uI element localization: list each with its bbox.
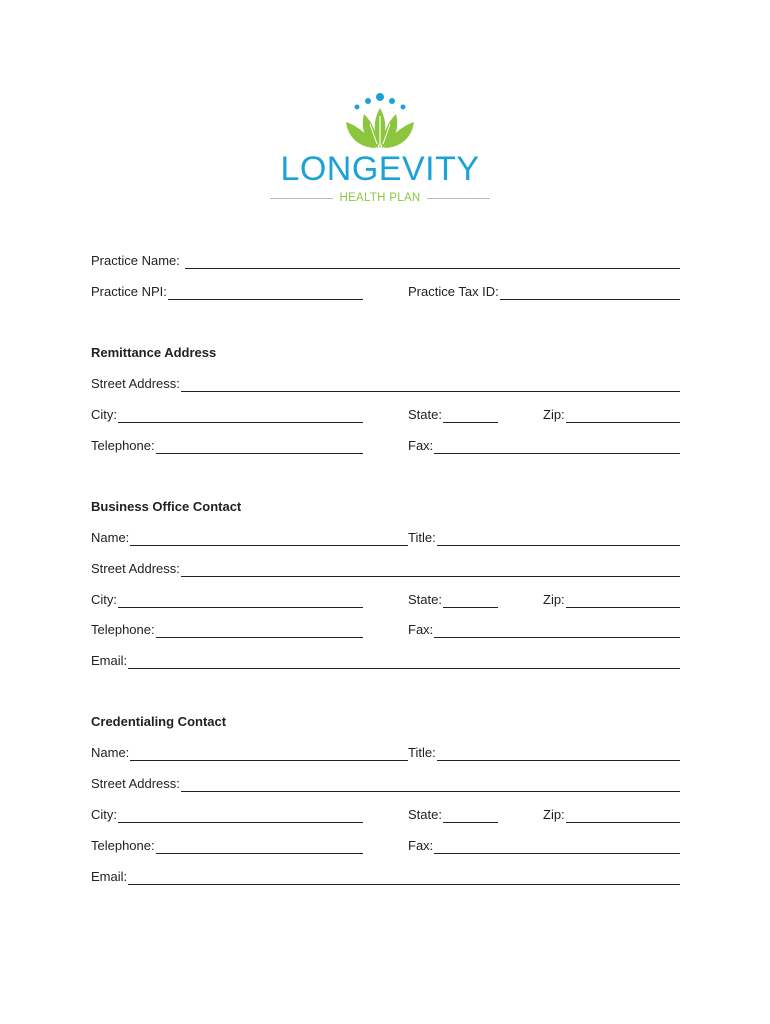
business-name-row [91, 530, 408, 546]
practice-npi-field[interactable] [168, 285, 363, 300]
remittance-city-field[interactable] [118, 408, 363, 423]
credentialing-zip-field[interactable] [566, 808, 680, 823]
remittance-street-label: Street Address: [91, 376, 180, 391]
credentialing-title-label: Title: [408, 745, 436, 760]
business-fax-row [408, 622, 680, 638]
credentialing-fax-label: Fax: [408, 838, 434, 853]
remittance-telephone-row [91, 438, 363, 454]
practice-npi-row [91, 284, 363, 300]
remittance-zip-row [543, 407, 680, 423]
business-telephone-row [91, 622, 363, 638]
credentialing-street-label: Street Address: [91, 776, 180, 791]
business-state-field[interactable] [443, 593, 498, 608]
logo-wordmark: LONGEVITY [280, 150, 480, 188]
practice-tax-id-row [408, 284, 680, 300]
business-fax-field[interactable] [434, 623, 680, 638]
credentialing-title-field[interactable] [437, 746, 680, 761]
business-title-field[interactable] [437, 531, 680, 546]
business-city-field[interactable] [118, 593, 363, 608]
remittance-state-label: State: [408, 407, 442, 422]
logo-subtitle-text: HEALTH PLAN [339, 192, 421, 204]
practice-tax-id-label: Practice Tax ID: [408, 284, 499, 299]
business-title-row [408, 530, 680, 546]
remittance-heading: Remittance Address [91, 345, 217, 360]
remittance-city-label: City: [91, 407, 117, 422]
credentialing-fax-field[interactable] [434, 839, 680, 854]
credentialing-zip-row [543, 807, 680, 823]
practice-name-field[interactable] [185, 254, 680, 269]
logo-subtitle [270, 190, 490, 206]
credentialing-email-row [91, 869, 680, 885]
remittance-street-field[interactable] [181, 377, 680, 392]
business-zip-label: Zip: [543, 592, 565, 607]
business-zip-row [543, 592, 680, 608]
business-city-row [91, 592, 363, 608]
business-email-label: Email: [91, 653, 128, 668]
practice-npi-label: Practice NPI: [91, 284, 167, 299]
credentialing-state-row [408, 807, 498, 823]
practice-name-row [91, 253, 680, 269]
credentialing-fax-row [408, 838, 680, 854]
credentialing-street-field[interactable] [181, 777, 680, 792]
credentialing-state-field[interactable] [443, 808, 498, 823]
business-street-field[interactable] [181, 562, 680, 577]
credentialing-telephone-field[interactable] [156, 839, 363, 854]
business-zip-field[interactable] [566, 593, 680, 608]
remittance-state-field[interactable] [443, 408, 498, 423]
remittance-city-row [91, 407, 363, 423]
credentialing-telephone-row [91, 838, 363, 854]
business-state-label: State: [408, 592, 442, 607]
business-telephone-label: Telephone: [91, 622, 155, 637]
credentialing-heading: Credentialing Contact [91, 714, 227, 729]
business-email-row [91, 653, 680, 669]
business-street-label: Street Address: [91, 561, 180, 576]
credentialing-telephone-label: Telephone: [91, 838, 155, 853]
credentialing-city-row [91, 807, 363, 823]
company-logo [270, 92, 490, 208]
lotus-leaf-icon [340, 92, 420, 150]
business-state-row [408, 592, 498, 608]
business-street-row [91, 561, 680, 577]
remittance-zip-field[interactable] [566, 408, 680, 423]
credentialing-email-label: Email: [91, 869, 128, 884]
credentialing-name-field[interactable] [130, 746, 408, 761]
business-telephone-field[interactable] [156, 623, 363, 638]
remittance-fax-label: Fax: [408, 438, 434, 453]
credentialing-email-field[interactable] [128, 870, 680, 885]
credentialing-state-label: State: [408, 807, 442, 822]
business-fax-label: Fax: [408, 622, 434, 637]
credentialing-city-label: City: [91, 807, 117, 822]
logo-rule-left [270, 198, 333, 199]
credentialing-name-row [91, 745, 408, 761]
remittance-telephone-label: Telephone: [91, 438, 155, 453]
remittance-zip-label: Zip: [543, 407, 565, 422]
remittance-fax-field[interactable] [434, 439, 680, 454]
remittance-fax-row [408, 438, 680, 454]
logo-rule-right [427, 198, 490, 199]
business-city-label: City: [91, 592, 117, 607]
business-name-label: Name: [91, 530, 130, 545]
business-email-field[interactable] [128, 654, 680, 669]
credentialing-street-row [91, 776, 680, 792]
remittance-telephone-field[interactable] [156, 439, 363, 454]
credentialing-title-row [408, 745, 680, 761]
business-heading: Business Office Contact [91, 499, 242, 514]
practice-name-label: Practice Name: [91, 253, 180, 268]
remittance-street-row [91, 376, 680, 392]
business-name-field[interactable] [130, 531, 408, 546]
business-title-label: Title: [408, 530, 436, 545]
practice-tax-id-field[interactable] [500, 285, 680, 300]
credentialing-city-field[interactable] [118, 808, 363, 823]
remittance-state-row [408, 407, 498, 423]
credentialing-zip-label: Zip: [543, 807, 565, 822]
credentialing-name-label: Name: [91, 745, 130, 760]
